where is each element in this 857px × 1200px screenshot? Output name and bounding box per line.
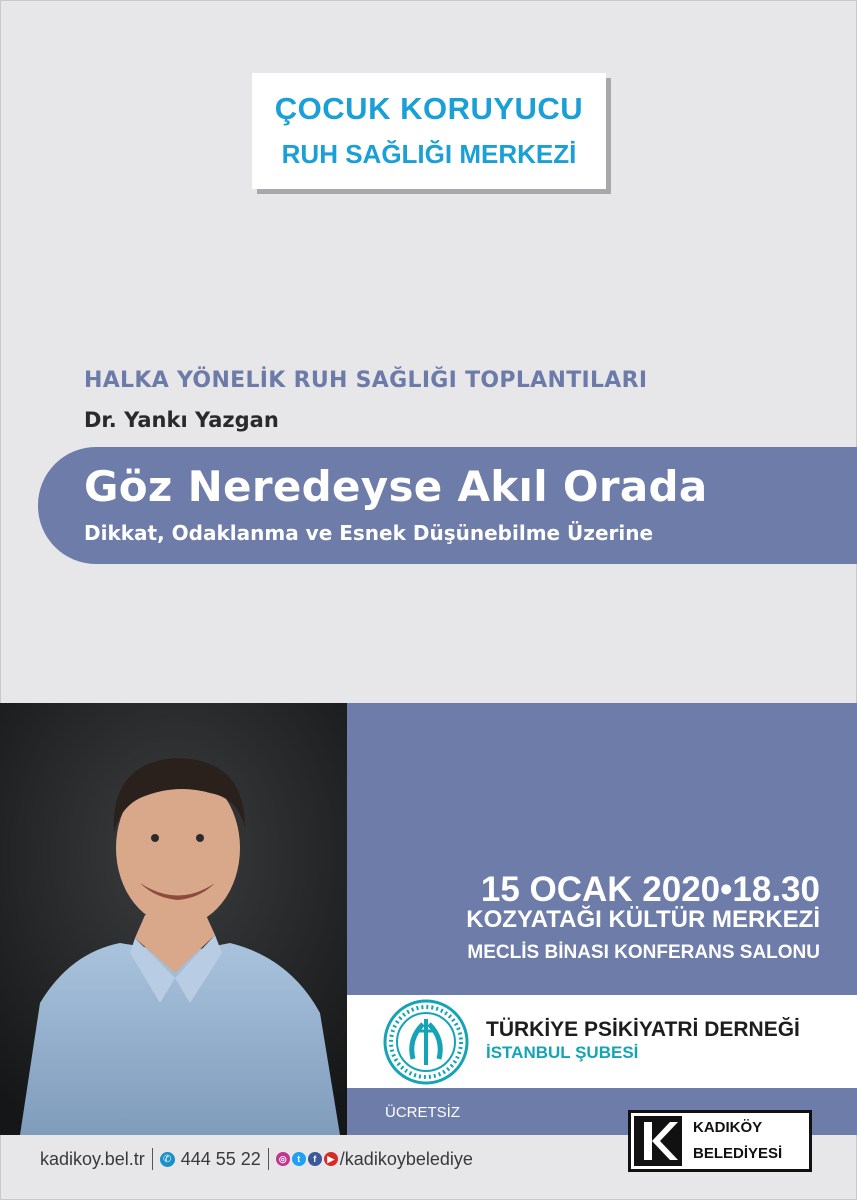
event-hall: MECLİS BİNASI KONFERANS SALONU <box>467 942 820 963</box>
instagram-icon[interactable]: ◎ <box>276 1152 290 1166</box>
social-handle[interactable]: /kadikoybelediye <box>339 1148 473 1169</box>
phone-number[interactable]: 444 55 22 <box>180 1148 261 1169</box>
price-label: ÜCRETSİZ <box>385 1104 460 1121</box>
speaker-photo <box>0 703 347 1135</box>
event-title: Göz Neredeyse Akıl Orada <box>84 462 708 511</box>
center-logo-box <box>252 73 606 189</box>
organizer-name: TÜRKİYE PSİKİYATRİ DERNEĞİ <box>486 1018 800 1041</box>
facebook-icon[interactable]: f <box>308 1152 322 1166</box>
website-link[interactable]: kadikoy.bel.tr <box>40 1148 145 1169</box>
psychiatric-association-logo <box>383 999 469 1085</box>
municipality-line2: BELEDİYESİ <box>693 1145 783 1162</box>
event-venue: KOZYATAĞI KÜLTÜR MERKEZİ <box>466 906 820 933</box>
event-date-time: 15 OCAK 2020•18.30 <box>480 870 820 909</box>
event-series: HALKA YÖNELİK RUH SAĞLIĞI TOPLANTILARI <box>84 368 648 393</box>
divider <box>268 1148 269 1170</box>
organizer-branch: İSTANBUL ŞUBESİ <box>486 1043 639 1062</box>
k-letter-icon <box>634 1116 682 1166</box>
event-subtitle: Dikkat, Odaklanma ve Esnek Düşünebilme Üzerine <box>84 521 654 545</box>
footer-contact <box>40 1148 473 1170</box>
kadikoy-municipality-logo <box>628 1110 812 1172</box>
twitter-icon[interactable]: t <box>292 1152 306 1166</box>
speaker-name: Dr. Yankı Yazgan <box>84 408 279 432</box>
youtube-icon[interactable]: ▶ <box>324 1152 338 1166</box>
center-name-line2: RUH SAĞLIĞI MERKEZİ <box>281 139 577 169</box>
divider <box>152 1148 153 1170</box>
center-name-line1: ÇOCUK KORUYUCU <box>274 91 584 126</box>
municipality-line1: KADIKÖY <box>693 1119 763 1136</box>
phone-icon: ✆ <box>160 1152 175 1167</box>
